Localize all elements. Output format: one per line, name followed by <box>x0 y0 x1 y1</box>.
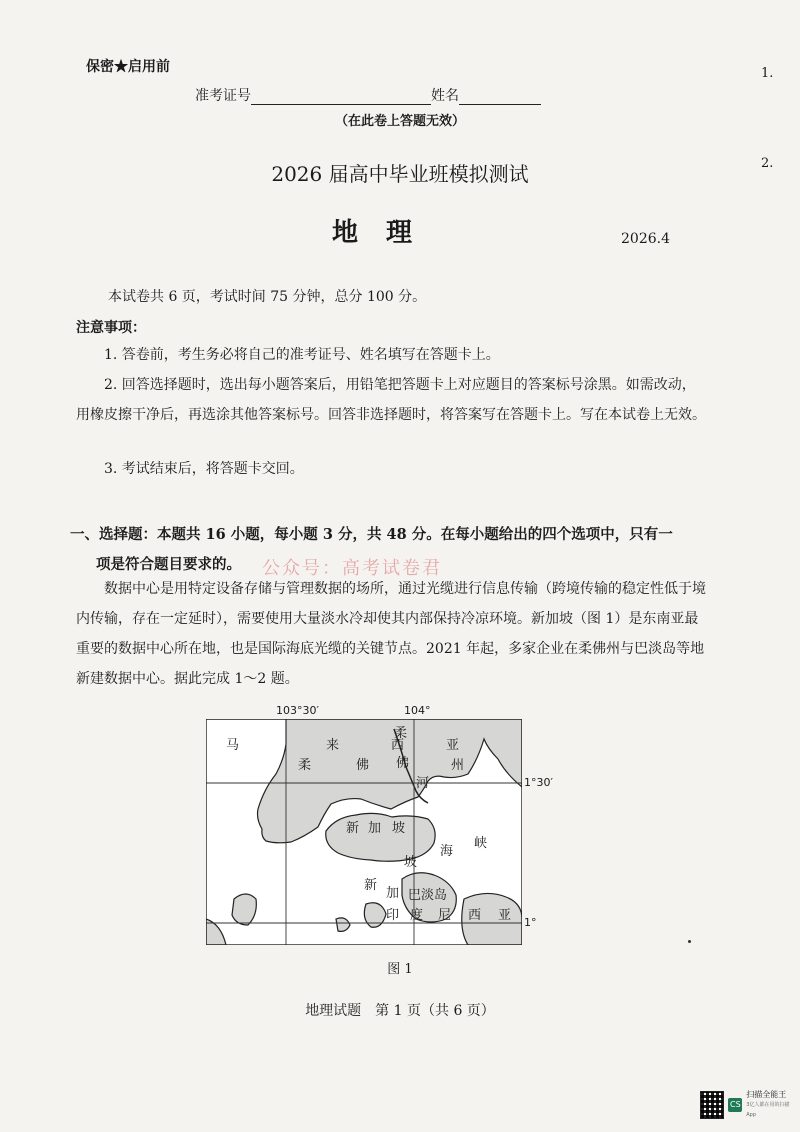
map-label-river: 河 <box>416 776 430 791</box>
scanner-sub: 3亿人都在用的扫描App <box>746 1102 790 1118</box>
candidate-info-line <box>195 85 541 105</box>
confidential-label: 保密★启用前 <box>86 59 170 75</box>
map-label-batam: 巴淡岛 <box>408 888 448 903</box>
map-label-country: 亚 <box>446 738 460 753</box>
map-label-singapore: 加 <box>368 821 382 836</box>
map-label-state: 州 <box>451 758 465 773</box>
map-lon-label: 103°30′ <box>276 704 319 717</box>
map-label-indonesia: 印 <box>386 908 400 923</box>
camscanner-logo-icon: CS <box>728 1098 742 1112</box>
map-lat-label: 1° <box>524 916 537 929</box>
exam-title: 2026 届高中毕业班模拟测试 <box>271 162 529 186</box>
name-blank <box>459 89 541 105</box>
margin-number-2: 2. <box>761 156 774 171</box>
invalid-note: （在此卷上答题无效） <box>334 114 465 129</box>
page-footer: 地理试题 第 1 页（共 6 页） <box>305 1003 495 1019</box>
map-label-country: 西 <box>391 738 405 753</box>
map-label-state: 柔 <box>298 758 312 773</box>
notice-heading: 注意事项： <box>76 320 146 336</box>
map-label-strait: 峡 <box>474 836 488 851</box>
map-label-strait: 加 <box>386 886 400 901</box>
scanner-name: 扫描全能王 <box>746 1090 787 1099</box>
map-label-country: 马 <box>226 738 240 753</box>
map-label-indonesia: 尼 <box>438 908 452 923</box>
section-heading-line2: 项是符合题目要求的。 <box>96 556 241 573</box>
exam-id-blank <box>251 89 431 105</box>
exam-id-label: 准考证号 <box>195 88 251 104</box>
figure-caption: 图 1 <box>387 962 413 977</box>
map-label-country: 来 <box>326 738 340 753</box>
subject-title: 地理 <box>332 218 441 248</box>
map-label-indonesia: 亚 <box>498 908 512 923</box>
exam-date: 2026.4 <box>621 231 670 247</box>
singapore-map <box>206 719 522 945</box>
map-label-river: 柔 <box>394 726 408 741</box>
map-lat-label: 1°30′ <box>524 776 553 789</box>
scan-speck <box>688 940 691 943</box>
map-label-indonesia: 西 <box>468 908 482 923</box>
map-label-singapore: 坡 <box>392 821 406 836</box>
question-stem: 数据中心是用特定设备存储与管理数据的场所，通过光缆进行信息传输（跨境传输的稳定性低于境内传输，存在一定延时），需要使用大量淡水冷却使其内部保持冷凉环境。新加坡（图 1）是东南亚最重要的数据中心所在地，也是国际海底光缆的关键节点。2021 年起，多家企业在柔佛州与巴淡岛等地新建数据中心。据此完成 1～2 题。 <box>76 581 706 687</box>
scanner-text <box>746 1090 792 1120</box>
section-heading-line1: 一、选择题：本题共 16 小题，每小题 3 分，共 48 分。在每小题给出的四个选项中，只有一 <box>70 526 673 543</box>
watermark: 公众号：高考试卷君 <box>262 558 442 579</box>
notice-item-1: 1. 答卷前，考生务必将自己的准考证号、姓名填写在答题卡上。 <box>104 347 500 363</box>
margin-number-1: 1. <box>761 66 774 81</box>
map-label-singapore: 新 <box>346 821 360 836</box>
map-label-strait: 海 <box>440 844 454 859</box>
map-label-strait: 新 <box>364 878 378 893</box>
scanner-watermark <box>700 1088 792 1122</box>
qr-code-icon <box>700 1091 724 1119</box>
name-label: 姓名 <box>431 88 459 104</box>
map-label-river: 佛 <box>396 756 410 771</box>
map-label-state: 佛 <box>356 758 370 773</box>
map-label-strait: 坡 <box>404 855 418 870</box>
notice-item-2: 2. 回答选择题时，选出每小题答案后，用铅笔把答题卡上对应题目的答案标号涂黑。如需改动，用橡皮擦干净后，再选涂其他答案标号。回答非选择题时，将答案写在答题卡上。写在本试卷上无效。 <box>76 377 706 423</box>
map-label-indonesia: 度 <box>410 908 424 923</box>
map-lon-label: 104° <box>404 704 431 717</box>
exam-intro: 本试卷共 6 页，考试时间 75 分钟，总分 100 分。 <box>108 289 427 305</box>
notice-item-3: 3. 考试结束后，将答题卡交回。 <box>104 461 304 477</box>
